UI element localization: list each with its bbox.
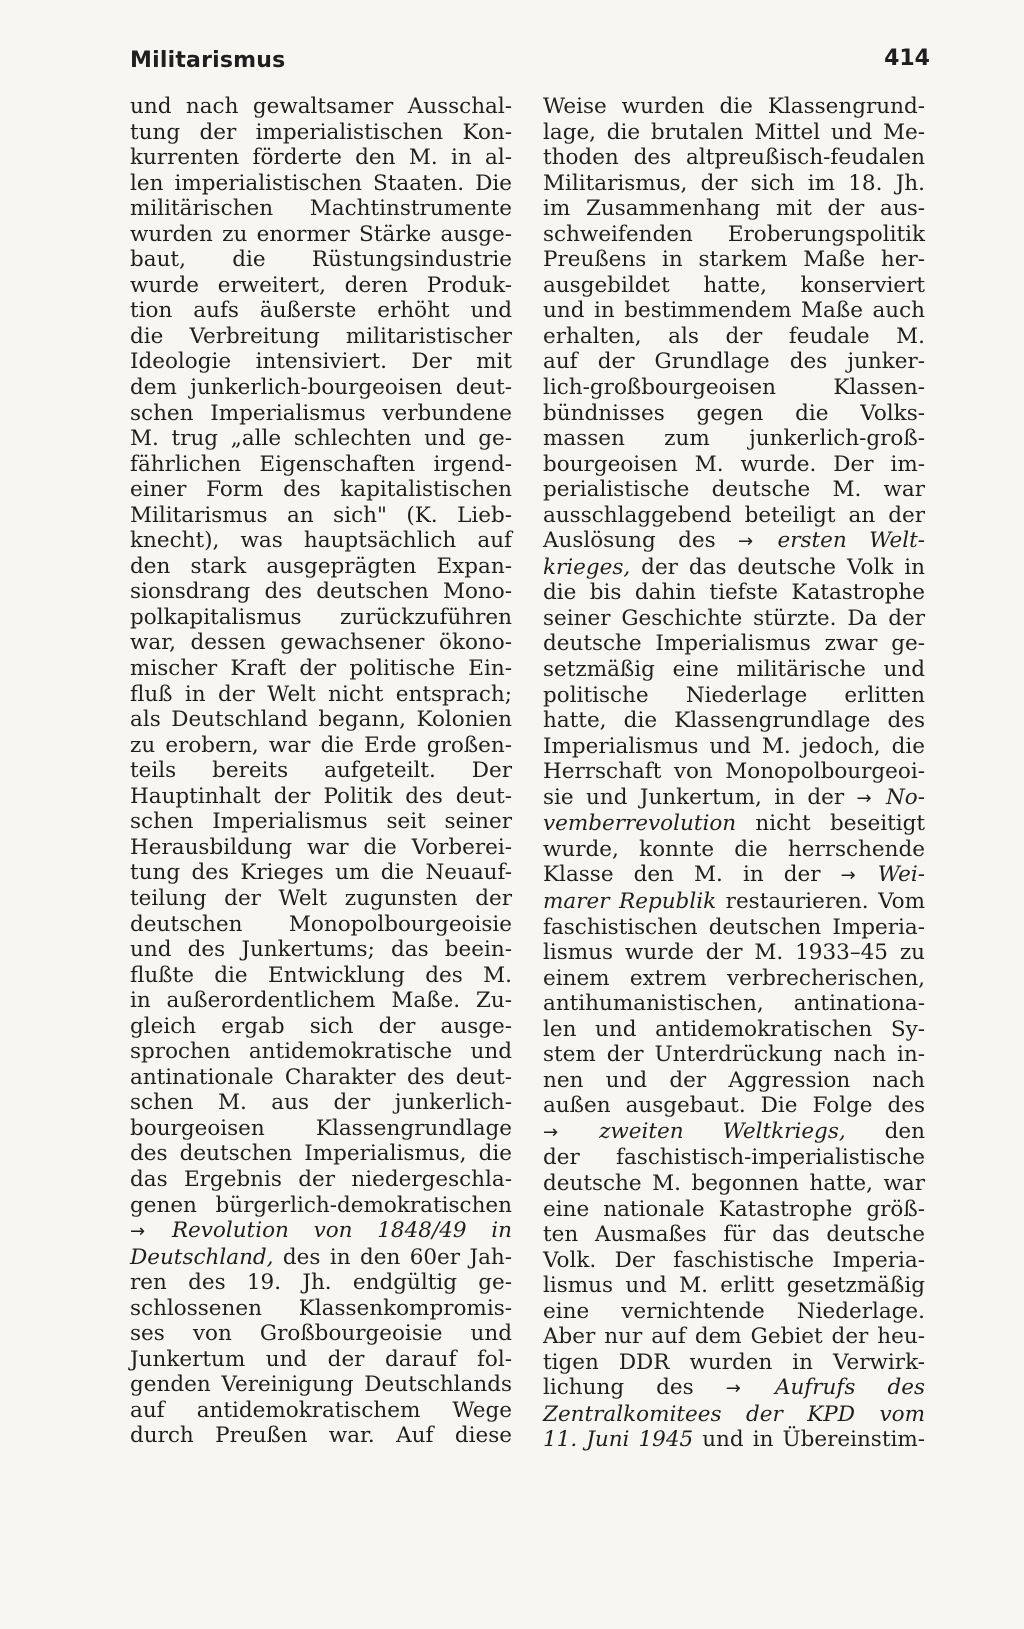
text-line: lage, die brutalen Mittel und Me- <box>543 119 925 145</box>
text-line: thoden des altpreußisch-feudalen <box>543 145 925 171</box>
cross-reference-weimarer-republik-cont[interactable]: marer Republik <box>543 888 717 914</box>
text-line: erhalten, als der feudale M. <box>543 323 925 349</box>
text-line: bündnisses gegen die Volks- <box>543 400 925 426</box>
text-line: stem der Unterdrückung nach in- <box>543 1042 925 1068</box>
text-line <box>130 1218 512 1245</box>
text-line: Herrschaft von Monopolbourgeoi- <box>543 759 925 785</box>
right-column-lines-a <box>543 94 925 528</box>
text-line: nen und der Aggression nach <box>543 1067 925 1093</box>
text-line: Weise wurden die Klassengrund- <box>543 94 925 119</box>
text-line: als Deutschland begann, Kolonien <box>130 707 512 733</box>
text-line: sprochen antidemokratische und <box>130 1039 512 1065</box>
text-line: und nach gewaltsamer Ausschal- <box>130 94 512 119</box>
cross-reference-aufruf-kpd-cont[interactable]: Zentralkomitees der KPD vom <box>543 1401 925 1427</box>
right-column-lines-b <box>543 580 925 784</box>
text-fragment: und in Übereinstim- <box>693 1427 925 1453</box>
text-line <box>130 1245 512 1271</box>
right-column-lines-d <box>543 915 925 1119</box>
text-line: antihumanistischen, antinationa- <box>543 991 925 1017</box>
text-line: wurden zu enormer Stärke ausge- <box>130 221 512 247</box>
text-fragment: lichung des <box>543 1375 726 1401</box>
text-line: schweifenden Eroberungspolitik <box>543 221 925 247</box>
text-fragment: restaurieren. Vom <box>716 888 925 914</box>
text-line: Volk. Der faschistische Imperia- <box>543 1247 925 1273</box>
text-line: militärischen Machtinstrumente <box>130 196 512 222</box>
text-line: schen M. aus der junkerlich- <box>130 1090 512 1116</box>
text-line <box>543 1427 925 1453</box>
text-line: tung des Krieges um die Neuauf- <box>130 860 512 886</box>
page-number: 414 <box>884 46 930 71</box>
text-line: ten Ausmaßes für das deutsche <box>543 1222 925 1248</box>
text-line: einer Form des kapitalistischen <box>130 477 512 503</box>
text-line: dem junkerlich-bourgeoisen deut- <box>130 375 512 401</box>
text-line <box>543 889 925 915</box>
text-line: der faschistisch-imperialistische <box>543 1145 925 1171</box>
text-line <box>543 1402 925 1428</box>
text-line: Herausbildung war die Vorberei- <box>130 834 512 860</box>
text-line: Imperialismus und M. jedoch, die <box>543 733 925 759</box>
text-line: bourgeoisen Klassengrundlage <box>130 1115 512 1141</box>
text-line: perialistische deutsche M. war <box>543 477 925 503</box>
cross-reference-arrow-icon: → <box>130 1221 146 1243</box>
text-line: durch Preußen war. Auf diese <box>130 1423 512 1449</box>
text-line: deutschen Monopolbourgeoisie <box>130 911 512 937</box>
text-line: len imperialistischen Staaten. Die <box>130 170 512 196</box>
cross-reference-aufruf-kpd[interactable]: Aufrufs des <box>774 1375 925 1401</box>
right-text-column <box>543 94 925 1453</box>
text-line: Aber nur auf dem Gebiet der heu- <box>543 1324 925 1350</box>
section-title: Militarismus <box>130 48 286 73</box>
text-line: kurrenten förderte den M. in al- <box>130 145 512 171</box>
text-line: in außerordentlichem Maße. Zu- <box>130 988 512 1014</box>
text-line <box>543 528 925 555</box>
right-column-lines-c <box>543 837 925 863</box>
text-line: eine nationale Katastrophe größ- <box>543 1196 925 1222</box>
text-line <box>543 785 925 812</box>
cross-reference-arrow-icon: → <box>840 865 856 887</box>
text-line: eine vernichtende Niederlage. <box>543 1298 925 1324</box>
cross-reference-arrow-icon: → <box>856 787 872 809</box>
text-line: schen Imperialismus seit seiner <box>130 809 512 835</box>
text-line: hatte, die Klassengrundlage des <box>543 708 925 734</box>
text-line: polkapitalismus zurückzuführen <box>130 604 512 630</box>
text-line: deutsche M. begonnen hatte, war <box>543 1170 925 1196</box>
text-line: setzmäßig eine militärische und <box>543 657 925 683</box>
text-line <box>543 1119 925 1146</box>
cross-reference-weimarer-republik[interactable]: Wei- <box>877 862 925 888</box>
cross-reference-arrow-icon: → <box>725 1378 741 1400</box>
text-line: auf antidemokratischem Wege <box>130 1397 512 1423</box>
text-line: M. trug „alle schlechten und ge- <box>130 426 512 452</box>
text-line: schen Imperialismus verbundene <box>130 400 512 426</box>
text-line: politische Niederlage erlitten <box>543 682 925 708</box>
text-fragment: den <box>845 1118 926 1144</box>
text-line: lismus wurde der M. 1933–45 zu <box>543 940 925 966</box>
text-fragment: Auslösung des <box>543 528 739 554</box>
text-line: gleich ergab sich der ausge- <box>130 1013 512 1039</box>
cross-reference-aufruf-kpd-date[interactable]: 11. Juni 1945 <box>543 1427 694 1453</box>
text-line: Militarismus an sich" (K. Lieb- <box>130 502 512 528</box>
text-line <box>543 862 925 889</box>
text-line: seiner Geschichte stürzte. Da der <box>543 605 925 631</box>
text-line: des deutschen Imperialismus, die <box>130 1141 512 1167</box>
text-line: tion aufs äußerste erhöht und <box>130 298 512 324</box>
text-line: deutsche Imperialismus zwar ge- <box>543 631 925 657</box>
text-line: die Verbreitung militaristischer <box>130 323 512 349</box>
text-line: lich-großbourgeoisen Klassen- <box>543 375 925 401</box>
right-column-lines-e <box>543 1145 925 1375</box>
cross-reference-erster-weltkrieg[interactable]: ersten Welt- <box>777 528 925 554</box>
text-line: genen bürgerlich-demokratischen <box>130 1192 512 1218</box>
text-fragment: der das deutsche Volk in <box>630 554 925 580</box>
text-line: baut, die Rüstungsindustrie <box>130 247 512 273</box>
text-line: und in bestimmendem Maße auch <box>543 298 925 324</box>
text-line: sionsdrang des deutschen Mono- <box>130 579 512 605</box>
text-line: teils bereits aufgeteilt. Der <box>130 758 512 784</box>
text-line: das Ergebnis der niedergeschla- <box>130 1166 512 1192</box>
text-line: ren des 19. Jh. endgültig ge- <box>130 1270 512 1296</box>
cross-reference-revolution-1848-cont[interactable]: Deutschland, <box>130 1244 274 1270</box>
cross-reference-revolution-1848[interactable]: Revolution von 1848/49 in <box>171 1218 513 1244</box>
text-line: fluß in der Welt nicht entsprach; <box>130 681 512 707</box>
text-line: ausgebildet hatte, konserviert <box>543 272 925 298</box>
text-line: Militarismus, der sich im 18. Jh. <box>543 170 925 196</box>
cross-reference-erster-weltkrieg-cont[interactable]: krieges, <box>543 554 631 580</box>
text-line: zu erobern, war die Erde großen- <box>130 732 512 758</box>
text-line: teilung der Welt zugunsten der <box>130 885 512 911</box>
text-line: die bis dahin tiefste Katastrophe <box>543 580 925 606</box>
text-line: war, dessen gewachsener ökono- <box>130 630 512 656</box>
cross-reference-arrow-icon: → <box>738 531 754 553</box>
text-line: bourgeoisen M. wurde. Der im- <box>543 451 925 477</box>
text-line: Preußens in starkem Maße her- <box>543 247 925 273</box>
text-line: im Zusammenhang mit der aus- <box>543 196 925 222</box>
text-fragment: nicht beseitigt <box>736 811 925 837</box>
text-line: faschistischen deutschen Imperia- <box>543 914 925 940</box>
text-line: wurde erweitert, deren Produk- <box>130 272 512 298</box>
text-line <box>543 811 925 837</box>
text-fragment: Klasse den M. in der <box>543 862 841 888</box>
text-line: genden Vereinigung Deutschlands <box>130 1372 512 1398</box>
left-text-column <box>130 94 512 1449</box>
left-column-lines-after <box>130 1270 512 1449</box>
text-line: und des Junkertums; das beein- <box>130 937 512 963</box>
text-line: mischer Kraft der politische Ein- <box>130 656 512 682</box>
text-line: knecht), was hauptsächlich auf <box>130 528 512 554</box>
text-line <box>543 555 925 581</box>
text-line: tigen DDR wurden in Verwirk- <box>543 1349 925 1375</box>
text-line: fährlichen Eigenschaften irgend- <box>130 451 512 477</box>
text-line: flußte die Entwicklung des M. <box>130 962 512 988</box>
text-fragment: sie und Junkertum, in der <box>543 784 857 810</box>
text-fragment: des in den 60er Jah- <box>273 1244 512 1270</box>
text-line: Hauptinhalt der Politik des deut- <box>130 783 512 809</box>
text-line <box>543 1375 925 1402</box>
text-line: schlossenen Klassenkompromis- <box>130 1295 512 1321</box>
cross-reference-arrow-icon: → <box>543 1121 559 1143</box>
cross-reference-zweiter-weltkrieg[interactable]: zweiten Weltkriegs, <box>599 1118 846 1144</box>
text-line: len und antidemokratischen Sy- <box>543 1016 925 1042</box>
left-column-lines <box>130 94 512 1218</box>
text-line: Ideologie intensiviert. Der mit <box>130 349 512 375</box>
text-line: auf der Grundlage des junker- <box>543 349 925 375</box>
cross-reference-novemberrevolution[interactable]: No- <box>885 784 925 810</box>
text-line: antinationale Charakter des deut- <box>130 1064 512 1090</box>
text-line: einem extrem verbrecherischen, <box>543 965 925 991</box>
text-line: den stark ausgeprägten Expan- <box>130 553 512 579</box>
text-line: lismus und M. erlitt gesetzmäßig <box>543 1273 925 1299</box>
cross-reference-novemberrevolution-cont[interactable]: vemberrevolution <box>543 811 737 837</box>
text-line: Junkertum und der darauf fol- <box>130 1346 512 1372</box>
text-line: außen ausgebaut. Die Folge des <box>543 1093 925 1119</box>
text-line: massen zum junkerlich-groß- <box>543 426 925 452</box>
text-line: wurde, konnte die herrschende <box>543 836 925 862</box>
text-line: ses von Großbourgeoisie und <box>130 1321 512 1347</box>
text-line: ausschlaggebend beteiligt an der <box>543 502 925 528</box>
text-line: tung der imperialistischen Kon- <box>130 119 512 145</box>
